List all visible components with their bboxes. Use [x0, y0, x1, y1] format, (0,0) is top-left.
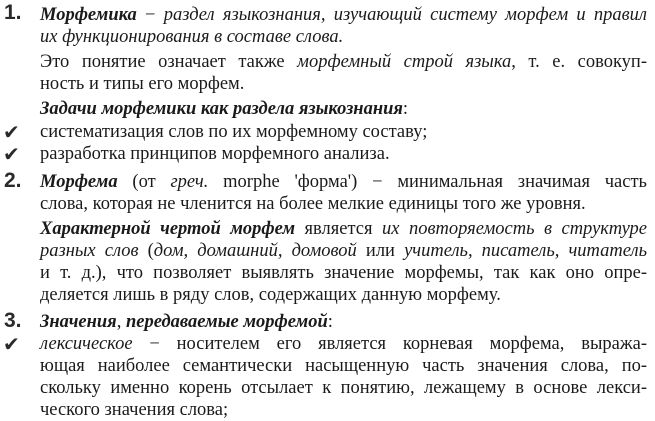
- section-number-1: 1.: [4, 1, 22, 24]
- term-morfemika: Морфемика: [40, 5, 137, 25]
- paren-open: (: [138, 241, 154, 261]
- section-number-2: 2.: [4, 169, 22, 192]
- feature-line-1: [40, 218, 647, 240]
- feature-line-3: [40, 262, 647, 284]
- tasks-colon: :: [402, 99, 409, 119]
- tasks-heading-text: Задачи морфемики как раздела языкознания: [40, 99, 403, 119]
- dash: −: [136, 5, 164, 25]
- meaning-item-line-2: [40, 355, 647, 377]
- definition-text-cont: слова, которая не членится на более мелкие единицы того же уровня.: [40, 194, 586, 214]
- feature-italic: их повторяемость в структуре: [382, 219, 648, 239]
- paren-text: (от: [117, 172, 171, 192]
- meaning-term: лексическое: [40, 334, 133, 354]
- greek-abbr: греч.: [170, 172, 209, 192]
- meaning-item-line-1: [40, 333, 647, 355]
- meaning-item-line-4: [40, 399, 647, 421]
- meaning-text: ющая наиболее семантически насыщенную часть значения слова, по-: [40, 356, 647, 376]
- section-1-line-2: [40, 26, 647, 48]
- section-1-note-line-1: [40, 51, 647, 73]
- task-item-text: разработка принципов морфемного анализа.: [40, 144, 390, 164]
- heading-text: передаваемые морфемой: [125, 312, 328, 332]
- section-2-line-2: [40, 193, 647, 215]
- task-item-text: систематизация слов по их морфемному составу;: [40, 122, 428, 142]
- note-text: Это понятие означает также: [40, 52, 298, 72]
- note-text-end: , т. е. совокуп-: [511, 52, 647, 72]
- definition-text: morphe 'форма') − минимальная значимая часть: [208, 172, 647, 192]
- definition-text-cont: их функционирования в составе слова.: [40, 27, 344, 47]
- section-1-note-line-2: [40, 73, 647, 95]
- example-words-2: учитель, писатель, читатель: [404, 241, 647, 261]
- section-number-3: 3.: [4, 309, 22, 332]
- feature-heading: Характерной чертой морфем: [40, 219, 296, 239]
- feature-line-4: [40, 284, 647, 306]
- feature-italic: разных слов: [40, 241, 139, 261]
- section-1-line-1: [40, 4, 647, 26]
- feature-text: деляется лишь в ряду слов, содержащих данную морфему.: [40, 285, 501, 305]
- note-term: морфемный строй языка: [297, 52, 512, 72]
- term-morfema: Морфема: [40, 172, 118, 192]
- feature-text: является: [295, 219, 383, 239]
- heading-comma: ,: [116, 312, 126, 332]
- meaning-text: скольку именно корень отсылает к понятию, лежащему в основе лекси-: [40, 378, 647, 398]
- check-icon: ✔: [3, 120, 20, 144]
- meaning-text: − носителем его является корневая морфема, выража-: [132, 334, 647, 354]
- definition-text: раздел языкознания, изучающий систему морфем и правил: [163, 5, 647, 25]
- conjunction: или: [356, 241, 405, 261]
- heading-colon: :: [327, 312, 333, 332]
- check-icon: ✔: [3, 332, 20, 356]
- feature-text: и т. д.), что позволяет выявлять значение морфемы, так как оно опре-: [40, 263, 647, 283]
- heading-text: Значения: [40, 312, 117, 332]
- tasks-heading: [40, 98, 647, 120]
- note-text-cont: ность и типы его морфем.: [40, 74, 245, 94]
- check-icon: ✔: [3, 142, 20, 166]
- task-item-2: [40, 143, 647, 165]
- meaning-text: ческого значения слова;: [40, 400, 229, 420]
- example-words-1: дом, домашний, домовой: [153, 241, 357, 261]
- feature-line-2: [40, 240, 647, 262]
- task-item-1: [40, 121, 647, 143]
- section-3-heading: [40, 311, 647, 333]
- section-2-line-1: [40, 171, 647, 193]
- meaning-item-line-3: [40, 377, 647, 399]
